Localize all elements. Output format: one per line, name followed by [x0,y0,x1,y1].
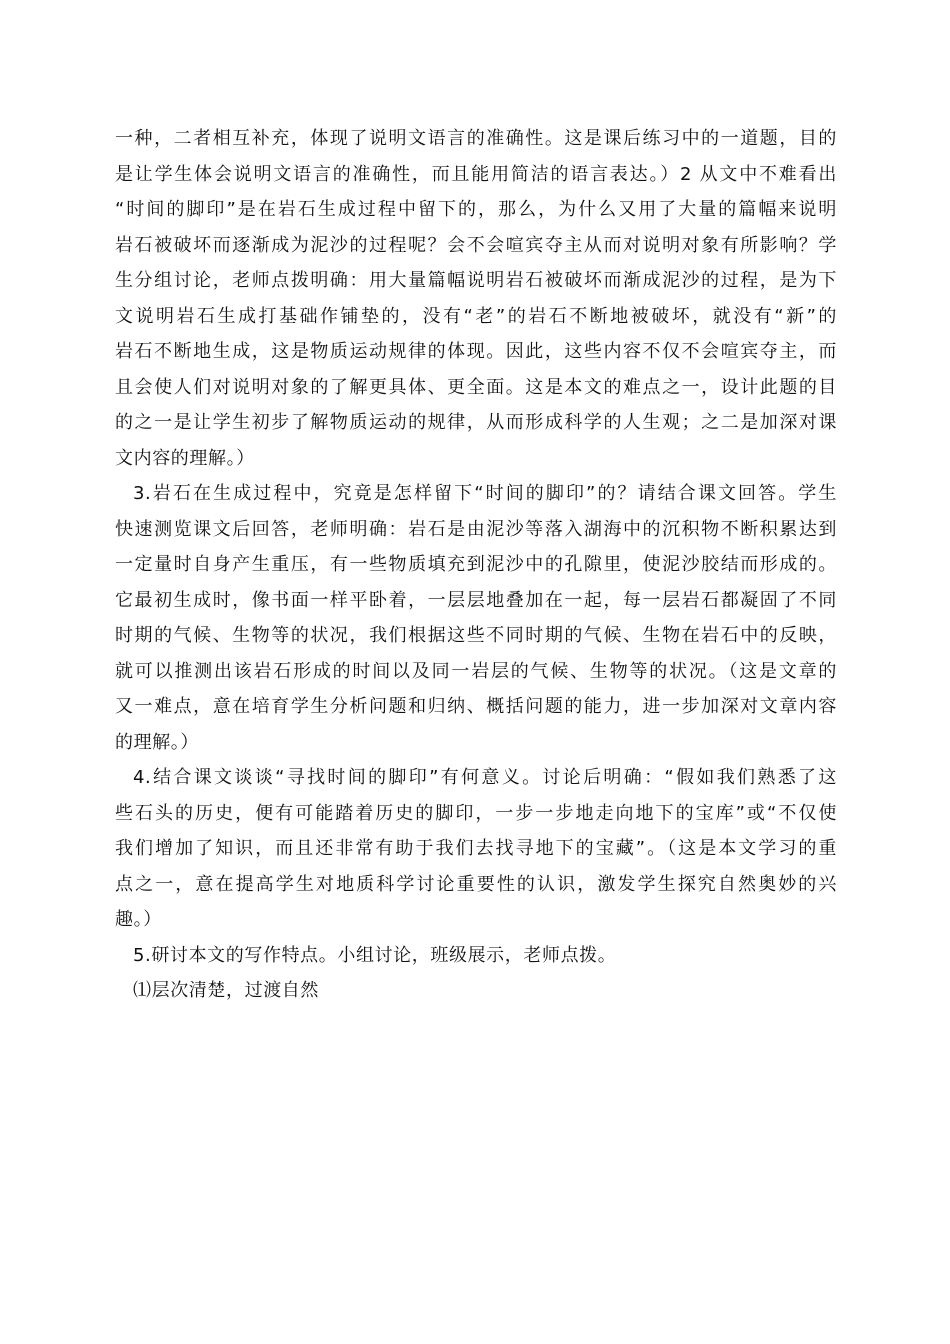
text-line: 快速测览课文后回答，老师明确：岩石是由泥沙等落入湖海中的沉积物不断积累达到 [115,518,837,540]
text-line: 我们增加了知识，而且还非常有助于我们去找寻地下的宝藏”。（这是本文学习的重 [115,838,837,859]
text-line: 4.结合课文谈谈“寻找时间的脚印”有何意义。讨论后明确：“假如我们熟悉了这 [133,767,837,788]
text-line: 的理解。） [115,731,199,753]
text-line: “时间的脚印”是在岩石生成过程中留下的，那么，为什么又用了大量的篇幅来说明 [115,199,837,220]
text-line: 它最初生成时，像书面一样平卧着，一层层地叠加在一起，每一层岩石都凝固了不同 [115,589,837,611]
text-line: 些石头的历史，便有可能踏着历史的脚印，一步一步地走向地下的宝库”或“不仅使 [115,802,837,824]
text-line: 岩石被破坏而逐渐成为泥沙的过程呢？会不会喧宾夺主从而对说明对象有所影响？学 [115,234,837,256]
text-line: 文内容的理解。） [115,447,255,469]
text-line: 一定量时自身产生重压，有一些物质填充到泥沙中的孔隙里，使泥沙胶结而形成的。 [115,554,837,575]
text-line: 生分组讨论，老师点拨明确：用大量篇幅说明岩石被破坏而渐成泥沙的过程，是为下 [115,270,837,291]
text-line: 一种，二者相互补充，体现了说明文语言的准确性。这是课后练习中的一道题，目的 [115,128,837,149]
text-line: ⑴层次清楚，过渡自然 [133,980,319,1001]
text-line: 时期的气候、生物等的状况，我们根据这些不同时期的气候、生物在岩石中的反映， [115,625,837,646]
document-body [115,121,837,1009]
text-line: 岩石不断地生成，这是物质运动规律的体现。因此，这些内容不仅不会喧宾夺主，而 [115,341,837,362]
text-line: 文说明岩石生成打基础作铺垫的，没有“老”的岩石不断地被破坏，就没有“新”的 [115,305,837,327]
text-line: 3.岩石在生成过程中，究竟是怎样留下“时间的脚印”的？请结合课文回答。学生 [133,483,837,504]
text-line: 且会使人们对说明对象的了解更具体、更全面。这是本文的难点之一，设计此题的目 [115,376,837,398]
text-line: 是让学生体会说明文语言的准确性，而且能用简洁的语言表达。）2 从文中不难看出 [115,163,837,185]
text-line: 点之一，意在提高学生对地质科学讨论重要性的认识，激发学生探究自然奥妙的兴 [115,873,837,895]
text-line: 趣。） [115,909,162,930]
text-line: 就可以推测出该岩石形成的时间以及同一岩层的气候、生物等的状况。（这是文章的 [115,660,837,682]
text-line: 5.研讨本文的写作特点。小组讨论，班级展示，老师点拨。 [133,944,617,966]
text-line: 的之一是让学生初步了解物质运动的规律，从而形成科学的人生观；之二是加深对课 [115,412,837,433]
text-line: 又一难点，意在培育学生分析问题和归纳、概括问题的能力，进一步加深对文章内容 [115,696,837,717]
